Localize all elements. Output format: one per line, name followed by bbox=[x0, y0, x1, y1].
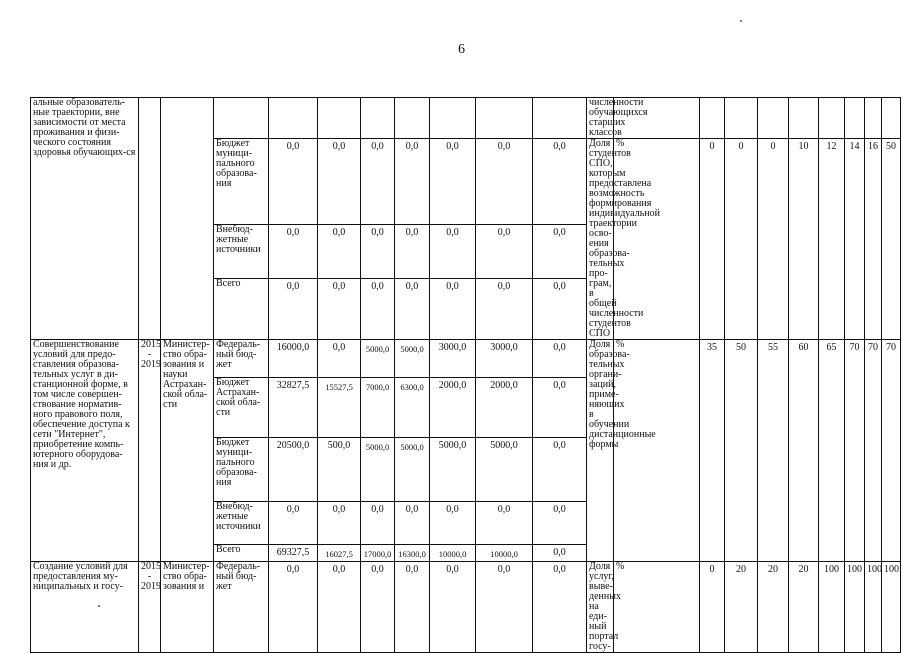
amount-cell: 0,0 bbox=[476, 139, 533, 225]
amount-cell: 5000,0 bbox=[430, 438, 476, 502]
amount-cell: 3000,0 bbox=[476, 340, 533, 378]
amount-cell: 5000,0 bbox=[395, 438, 430, 502]
amount-cell: 16027,5 bbox=[318, 545, 361, 562]
target-value: 100 bbox=[882, 562, 901, 653]
funding-source: Бюджет муници-пального образова-ния bbox=[214, 438, 269, 502]
amount-cell: 0,0 bbox=[395, 278, 430, 339]
executor-org: Министер-ство обра-зования и bbox=[161, 562, 214, 653]
amount-cell: 0,0 bbox=[318, 340, 361, 378]
target-value: 100 bbox=[865, 562, 882, 653]
amount-cell: 7000,0 bbox=[361, 378, 395, 438]
target-value: 20 bbox=[758, 562, 789, 653]
year-end: 2019 bbox=[141, 359, 161, 370]
amount-cell: 0,0 bbox=[430, 224, 476, 278]
amount-cell: 0,0 bbox=[476, 224, 533, 278]
amount-cell: 0,0 bbox=[361, 562, 395, 653]
amount-cell: 0,0 bbox=[318, 502, 361, 545]
measure-description: Совершенствование условий для предо-ставления образова-тельных услуг в ди-станционной форме, в том числе совершен-ствование норматив-ного правового поля, обеспечение доступа к сети "Интернет", приобретение компь-ютерного оборудова-ния и др. bbox=[31, 340, 139, 562]
amount-cell: 0,0 bbox=[318, 562, 361, 653]
amount-cell: 16300,0 bbox=[395, 545, 430, 562]
unit-cell: % bbox=[614, 139, 700, 340]
amount-cell: 0,0 bbox=[533, 562, 587, 653]
year-start: 2015 bbox=[141, 561, 161, 572]
table-row bbox=[31, 562, 918, 653]
year-start: 2015 bbox=[141, 339, 161, 350]
target-value: 65 bbox=[819, 340, 845, 562]
amount-cell: 0,0 bbox=[533, 139, 587, 225]
amount-cell: 0,0 bbox=[533, 278, 587, 339]
target-value: 0 bbox=[758, 139, 789, 340]
indicator-name: Доля услуг, выве-денных на еди-ный портал госу- bbox=[587, 562, 614, 653]
amount-cell: 0,0 bbox=[476, 502, 533, 545]
target-value: 70 bbox=[865, 340, 882, 562]
target-value: 14 bbox=[845, 139, 865, 340]
amount-cell: 0,0 bbox=[318, 224, 361, 278]
target-value: 35 bbox=[700, 340, 725, 562]
amount-cell: 69327,5 bbox=[269, 545, 318, 562]
amount-cell: 0,0 bbox=[269, 224, 318, 278]
amount-cell: 0,0 bbox=[430, 139, 476, 225]
amount-cell: 10000,0 bbox=[476, 545, 533, 562]
target-value: 50 bbox=[725, 340, 758, 562]
amount-cell: 32827,5 bbox=[269, 378, 318, 438]
amount-cell: 0,0 bbox=[430, 502, 476, 545]
target-value: 0 bbox=[700, 139, 725, 340]
amount-cell: 0,0 bbox=[318, 139, 361, 225]
amount-cell: 0,0 bbox=[269, 502, 318, 545]
amount-cell: 0,0 bbox=[533, 438, 587, 502]
unit-cell: % bbox=[614, 340, 700, 562]
funding-source: Федераль-ный бюд-жет bbox=[214, 340, 269, 378]
amount-cell: 0,0 bbox=[361, 224, 395, 278]
table-row bbox=[31, 340, 918, 378]
year-dash: - bbox=[147, 349, 152, 360]
amount-cell: 16000,0 bbox=[269, 340, 318, 378]
amount-cell: 5000,0 bbox=[395, 340, 430, 378]
amount-cell: 0,0 bbox=[430, 278, 476, 339]
target-value: 0 bbox=[725, 139, 758, 340]
amount-cell: 0,0 bbox=[533, 545, 587, 562]
amount-cell: 0,0 bbox=[269, 278, 318, 339]
amount-cell: 0,0 bbox=[533, 378, 587, 438]
amount-cell: 0,0 bbox=[269, 139, 318, 225]
amount-cell: 500,0 bbox=[318, 438, 361, 502]
amount-cell: 0,0 bbox=[318, 278, 361, 339]
table-row bbox=[31, 98, 918, 139]
amount-cell: 0,0 bbox=[533, 340, 587, 378]
amount-cell: 5000,0 bbox=[476, 438, 533, 502]
target-value: 20 bbox=[725, 562, 758, 653]
amount-cell: 5000,0 bbox=[361, 438, 395, 502]
unit-cell: % bbox=[614, 562, 700, 653]
indicator-name: Доля студентов СПО, которым предоставлена возможность формирования индивидуальной траектории осво-ения образова-тельных про-грам, в общей численности студентов СПО bbox=[587, 139, 614, 340]
funding-source: Внебюд-жетные источники bbox=[214, 224, 269, 278]
funding-source: Внебюд-жетные источники bbox=[214, 502, 269, 545]
funding-source: Бюджет Астрахан-ской обла-сти bbox=[214, 378, 269, 438]
scan-speck bbox=[740, 20, 742, 22]
funding-source: Федераль-ный бюд-жет bbox=[214, 562, 269, 653]
executor-org: Министер-ство обра-зования и науки Астрахан-ской обла-сти bbox=[161, 340, 214, 562]
amount-cell: 0,0 bbox=[395, 502, 430, 545]
indicator-name: Доля образова-тельных органи-заций, приме-няющих в обучении дистанционные формы bbox=[587, 340, 614, 562]
measure-description: Создание условий для предоставления му-ниципальных и госу- bbox=[31, 562, 139, 653]
amount-cell: 0,0 bbox=[395, 562, 430, 653]
target-value: 20 bbox=[789, 562, 819, 653]
amount-cell: 5000,0 bbox=[361, 340, 395, 378]
years-cell bbox=[139, 340, 161, 562]
target-value: 70 bbox=[882, 340, 901, 562]
amount-cell: 0,0 bbox=[476, 278, 533, 339]
funding-source: Всего bbox=[214, 545, 269, 562]
years-cell bbox=[139, 98, 161, 340]
target-value: 16 bbox=[865, 139, 882, 340]
indicator-cell: численности обучающихся старших классов bbox=[587, 98, 614, 139]
executor-cell bbox=[161, 98, 214, 340]
amount-cell: 0,0 bbox=[269, 562, 318, 653]
amount-cell: 17000,0 bbox=[361, 545, 395, 562]
target-value: 100 bbox=[819, 562, 845, 653]
page-number: 6 bbox=[458, 42, 465, 57]
years-cell bbox=[139, 562, 161, 653]
target-value: 70 bbox=[845, 340, 865, 562]
funding-source: Всего bbox=[214, 278, 269, 339]
target-value: 55 bbox=[758, 340, 789, 562]
source-cell bbox=[214, 98, 269, 139]
target-value: 60 bbox=[789, 340, 819, 562]
amount-cell: 0,0 bbox=[395, 139, 430, 225]
year-end: 2019 bbox=[141, 581, 161, 592]
amount-cell: 0,0 bbox=[533, 502, 587, 545]
year-dash: - bbox=[147, 571, 152, 582]
target-value: 100 bbox=[845, 562, 865, 653]
target-value: 10 bbox=[789, 139, 819, 340]
amount-cell: 0,0 bbox=[476, 562, 533, 653]
amount-cell: 0,0 bbox=[430, 562, 476, 653]
amount-cell: 0,0 bbox=[361, 278, 395, 339]
amount-cell: 0,0 bbox=[395, 224, 430, 278]
program-table bbox=[30, 97, 918, 653]
amount-cell: 2000,0 bbox=[430, 378, 476, 438]
amount-cell: 20500,0 bbox=[269, 438, 318, 502]
scan-speck bbox=[98, 605, 100, 607]
measure-description: альные образователь-ные траектории, вне зависимости от места проживания и физи-ческого состояния здоровья обучающих-ся bbox=[31, 98, 139, 340]
target-value: 50 bbox=[882, 139, 901, 340]
amount-cell: 15527,5 bbox=[318, 378, 361, 438]
amount-cell: 6300,0 bbox=[395, 378, 430, 438]
amount-cell: 10000,0 bbox=[430, 545, 476, 562]
funding-source: Бюджет муници-пального образова-ния bbox=[214, 139, 269, 225]
amount-cell: 3000,0 bbox=[430, 340, 476, 378]
target-value: 0 bbox=[700, 562, 725, 653]
amount-cell: 2000,0 bbox=[476, 378, 533, 438]
amount-cell: 0,0 bbox=[361, 139, 395, 225]
target-value: 12 bbox=[819, 139, 845, 340]
amount-cell: 0,0 bbox=[533, 224, 587, 278]
amount-cell: 0,0 bbox=[361, 502, 395, 545]
